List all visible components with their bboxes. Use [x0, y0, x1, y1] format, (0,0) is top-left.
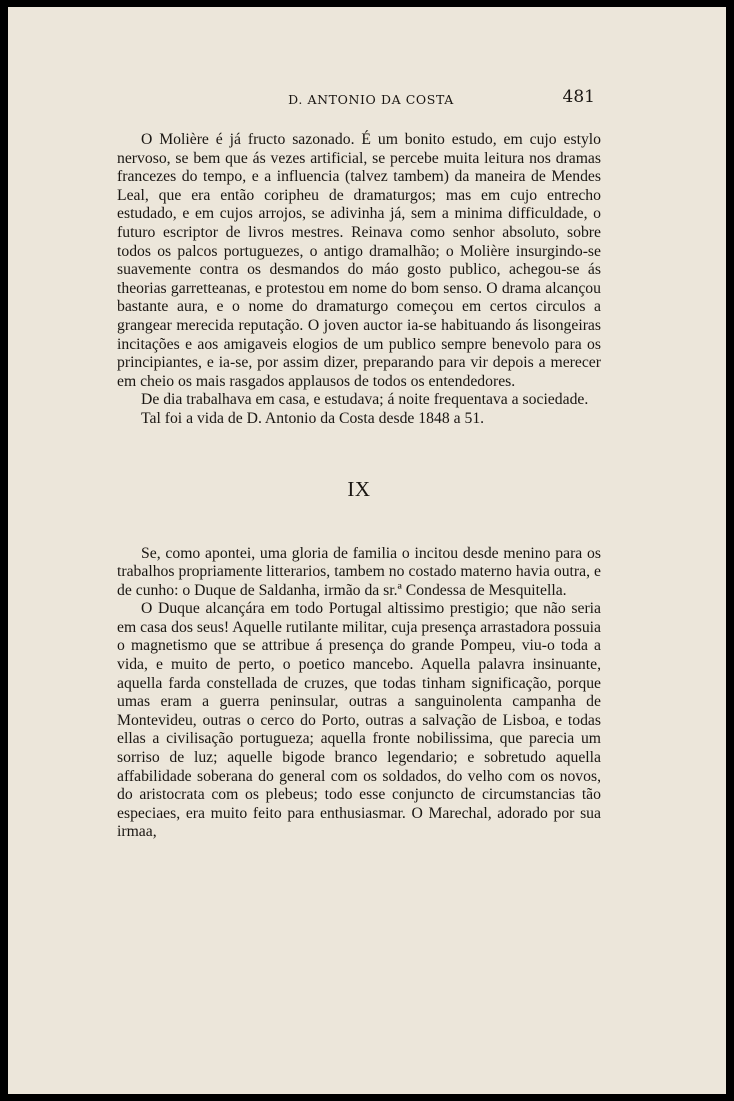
paragraph-moliere: O Molière é já fructo sazonado. É um bonito estudo, em cujo estylo nervoso, se bem que ás vezes artificial, se percebe muita leitura nos dramas francezes do tempo, e a influencia (talvez tambem) da maneira de Mendes Leal, que era então coripheu de dramaturgos; mas em cujo entrecho estudado, e em cujos arrojos, se adivinha já, sem a minima difficuldade, o futuro escriptor de livros mestres. Reinava como senhor absoluto, sobre todos os palcos portuguezes, o antigo dramalhão; o Molière insurgindo-se suavemente contra os desmandos do máo gosto publico, achegou-se ás theorias garretteanas, e protestou em nome do bom senso. O drama alcançou bastante aura, e o nome do dramaturgo começou em certos circulos a grangear merecida reputação. O joven auctor ia-se habituando ás lisongeiras incitações e aos amigaveis elogios de um publico sempre benevolo para os principiantes, e ia-se, por assim dizer, preparando para vir depois a merecer em cheio os mais rasgados applausos de todos os entendedores.	[117, 131, 601, 390]
paragraph-family-glory: Se, como apontei, uma gloria de familia o incitou desde menino para os trabalhos propriamente litterarios, tambem no costado materno havia outra, e de cunho: o Duque de Saldanha, irmão da sr.ª Condessa de Mesquitella.	[117, 544, 601, 599]
page-number: 481	[562, 87, 595, 107]
book-page	[8, 7, 726, 1094]
paragraph-duke: O Duque alcançára em todo Portugal altissimo prestigio; que não seria em casa dos seus! Aquelle rutilante militar, cuja presença arrastadora possuia o magnetismo que se attribue á presença do grande Pompeu, viu-o toda a vida, e muito de perto, o poetico mancebo. Aquella palavra insinuante, aquella farda constellada de cruzes, que todas tinham significação, porque umas eram a guerra peninsular, outras a sanguinolenta campanha de Montevideu, outras o cerco do Porto, outras a salvação de Lisboa, e todas ellas a civilisação portugueza; aquella fronte nobilissima, que parecia um sorriso de luz; aquelle bigode branco legendario; e sobretudo aquella affabilidade soberana do general com os soldados, do velho com os novos, do aristocrata com os plebeus; todo esse conjuncto de circumstancias tão especiaes, era muito feito para enthusiasmar. O Marechal, adorado por sua irmaa,	[117, 600, 601, 841]
body-text	[117, 131, 601, 842]
running-head: D. ANTONIO DA COSTA	[288, 92, 454, 107]
page-header	[8, 87, 726, 111]
section-heading: IX	[347, 476, 371, 501]
paragraph-life-summary: Tal foi a vida de D. Antonio da Costa desde 1848 a 51.	[141, 409, 485, 427]
paragraph-daily-life: De dia trabalhava em casa, e estudava; á noite frequentava a sociedade.	[141, 391, 589, 409]
